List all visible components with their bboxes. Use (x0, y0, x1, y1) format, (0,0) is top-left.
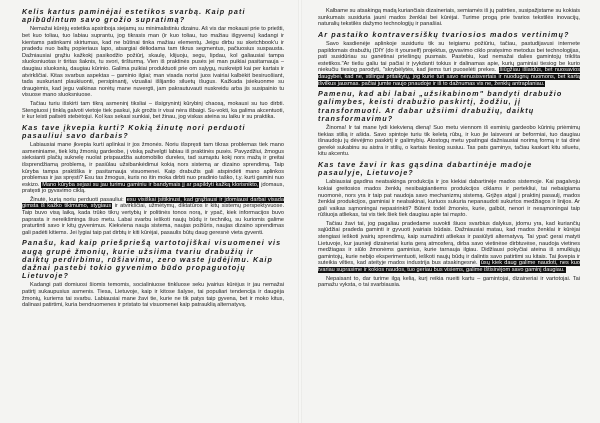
question-heading-fashion-today: Kas tave žavi ir kas gąsdina dabartinėje madoje pasaulyje, Lietuvoje? (318, 159, 533, 178)
paragraph-text: Labiausiai mane įkvepia kurti aplinkai ir jos žmonės. Noriu išspręsti tam tikras problemas tiek mano asmeniniame, tiek kitų žmonių gardeobe, į viską pažvelgti labiau iš praktinės pusės. Pavyzdžiui, žmogus sieksianti plačių suknelę nuolat prispaudžia automobilio dureles, tad sumąstu kokį nors mažą ir greitai išsprendžiamą problemą, ir pasiūlau užsibankėdimui kokią nors sistemą ar dizaino sprendimą. Taip kūryba tampa praktiška ir pasitarnauja visuomenei. Kaip drabužis gali atspindėti mano aplinkos problemas ir jas spręsti? Esu tas žmogus, kuris no itin moka dirbti nuo pradinio taško, t.y. kurti gamini nuo eskizo. (22, 142, 284, 188)
paragraph-text: Savo kasdienėje aplinkoje susiduriu tik su teigiamu požiūriu, tačiau, pastudijavusi internete papildomais drabužių (DIY (do it yourself) projektus, gyvavimo ciklo pratęsimo metodus bei technologijas, pati susidūriau su ganėtinai priešingų pusmais. Pastebiu, kad nemažai dalies gamintojų trikšta estetikos."Ar tiešu galiu tai pačiai ir įvykdanti tokius ir dalinamas apie, kurių gaminiai tiesiog be kurio niekučiu tiesiog parodyti, "skrybėlytės, kad jiems turi puoselėti prekes. (318, 40, 580, 74)
answer-paragraph (318, 221, 580, 274)
right-page-column (318, 8, 580, 417)
answer-paragraph (318, 41, 580, 87)
paragraph-text: ir atvirkščiai, užmėtymų, diktatūros ir kitų sistemų perspektyvuose. Taip buvo visą laiką, kada trūko tikrų vertybių ir politinės tonos norą, ir ypač, kiek informacijos buvo paprasta ir nereikšminga šiuo metu. Labai svarbu ieškoti naujų būdų ir technikų, su kuriomis galime praturtinti savo ir kitų gyvenimus. Kiekviena nauja sistema, naujas požiūris, naujas dizaino sprendimas gali padėti kitiems. Jei lygiai taip pat dirbtų ir kiti kūrėjai, pasaulis būtų daug geresnė vieta gyventi. (22, 203, 284, 236)
question-heading-controversy: Ar pastaiko kontraversiškų tvariosios mados vertinimų? (318, 29, 570, 39)
page-gutter (298, 0, 302, 423)
question-heading-transformation: Pamenu, kad abi labai „užsikabinom" bandyti drabužio galimybes, keisti drabužio paskirtį, žodžiu, jį transformuoti. Ar dabar užsiimi drabužių, daiktų transformavimu? (318, 89, 563, 123)
answer-paragraph: Žinoma! Ir tai mane lydi kiekvieną dieną! Suo metu viennom iš esminių gardeobo kūrinių priėmimų tiekias stilią ir ašida. Savo spintoje turiu tik keletą rūbų, ir kuo jie laisvesni ar beformiai, tuo daugiau išnaudoju jų dėvėjimo paskirtį ir galimybių. Atostogų metu ypatingai dažniausiai norimą formą ir tai dinė gerekė sukabinu su aistra ir stilių, o kartais tiesiog susiuu. Tas pats gaminys, tačiau kaskart kitu siluetu, kitu akcentu. (318, 124, 580, 158)
question-heading-sustainability: Panašu, kad kaip priešpriešą vartotojiškai visuomenei vis augą grupė žmonių, kurie užsiima tvariu drabužių ir daiktų perdirbimu, rūšiavimu, zero waste judėjimu. Kaip dažnai pastebi tokio gyvenimo būdo propaguotojų Lietuvoje? (22, 238, 282, 281)
highlighted-quote: Mano kūryba sejasi su jau turimu gaminiu ir bandymais jį ar papildyti kažką klorisnikto, (42, 181, 259, 188)
answer-paragraph: Kalbame su atsakingą madą kuriančiais dizaineriais, semiamės iš jų patirties, susipažįstame su kokiais sunkumais susiduria jauni mados ženklai bei kūrėjai. Turime progą prie tvarios tekstilės inovacijų, naturalių tekstilės dažymo technologijų ir panašiai. (318, 8, 580, 28)
left-page-column (22, 8, 284, 417)
answer-paragraph (22, 142, 284, 195)
paragraph-text: jdomaus, pratęsti jo gyvavimo ciklą. (22, 181, 284, 195)
answer-paragraph (22, 197, 284, 237)
answer-paragraph: Labiausiai gąsdina neatsakinga produkcija ir jos kiekiai dabartinėje mados sistemoje. Kai pagalvoju kokiai greitosios mados ženklų nesibaigiantiems produkcijos ciklams ir pertekliui, tai nebaigiama nuomonė, nors yra ir taip pat naudoja savo mechanizmų sistemą. Grįžęs atgal į praktinį pasaulį, mados ženklai produkcijos, gaminiai ir nealsakinai, kuriuos sukuria nepanaudoti sukurtos medžiagos ir linijos. Ar gali vaikas sąmoningai nepasirinkti? Būtent todėl žmonės, kurie, galbūt, nenori ir nesąmoningai taip rūšiuoja atliekas, tai vis tiek šiek tiek daugiau apie tai mąsto. (318, 179, 580, 219)
answer-paragraph: Tačiau turiu išskirti tam tikrą asmeninį tiksliai – išsigrynintį kūrybinį chaosą, mokausi su tuo dirbti. Stengiuosi į tinklą galvoti vietoje tiek paskui, juk grožis ir visai nėra išbaigi. Su-vokti, ka galima akcentuoti, ir kur leisti pailsėti stebėtojui. Kol kas sekasi sunkiai, bet žinau, jog viskas ateina su laiku ir su praktika. (22, 100, 284, 121)
paragraph-text: Tačiau žavi tai, jog pagaliau pradedame suvokti šiuos svarbius dalykus, įdomu yra, kad kuriančių sąjūdžiai pradeda gaminti ir gyvuoti įvairiais būdais. Dažniausiai matau, kad mados ženklai ir kūrėjai stengiasi ieškoti įvairių sprendimų, kaip sumažinti atliekas ir pasiūlyti alternatyvą. Tai ypač gerai matyti Lietuvoje, kur jaunieji dizaineriai kuria gerą atmosferą, dirba savo vietinėse dirbtuvėse, naudoja vietines medžiagas ir siūlo žmonėms gaminius, kurie tarnauja ilgiau. Didžiausi pokyčiai ateina iš smulkiųjų gamintojų, kurie nebijo eksperimentuoti, ieškoti naujų būdų ir dalintis savo patirtimi su kitais. Tai įkvepia ir suteikia vilties, kad ateityje mados industrija bus atsakingesnė. (318, 220, 580, 267)
question-heading-aesthetics: Kelis kartus paminėjai estetikos svarbą. Kaip pati apibūdintum savo grožio supratimą? (22, 8, 246, 25)
answer-paragraph: Nepaisant to, dar turime ilgą kelią, kurį reikia nueiti kartu – gamintojai, dizaineriai ir vartotojai. Tai pamažu vyksta, o tai svarbiausia. (318, 275, 580, 289)
highlighted-quote: ūsų kiek daug galime naudoti, nes kuo tvariau suprasime ir kokios naudos, tuo geriau bus visiems, galime ištisinėjom savo gaminį daugiau. (318, 260, 580, 274)
question-heading-inspiration: Kas tave įkvepia kurti? Kokią žinutę nori perduoti pasauliui savo darbais? (22, 122, 246, 140)
highlighted-quote: šiūgžiau išlaidūs, bet nuosavios daugybei, kad ne, stilingai pritaikytų, jog kurie turi savo nenusisvertais ir nuodugnų nuomons, bet kartą išvilkus jausmas. pačiai jumte naujo pnaudoje ir iš to dažnumas vis ne, ženklų antraplaniau. (318, 67, 580, 87)
answer-paragraph: Nemažai kūrėjų estetika apsiriboja siejamų su minimalistiniu dizainu. Aš vis dar mokausi prie to priešti, bet kuo toliau, tuo labiau suprantu, jog tikrasis man (ir kuo toliau, tuo mažiau išgyvenu) kadangi ir kientams patinkami skirtumas, kad ne būtinai tinka mažiau elementų. Jeigu dirbu su sketchbook'u ir pradedu nuo baltų popieriaus lapo, atsargiai dėliodama tam tikrus segmentus, pačiuosius suspausta. Dažniausiai grąžiu kažkokį pasikodžio požiūrį, skaulę, klijuoju, segu, lipdau, kol galiausiai tampa sluoksniuotas ir tiritas šaknis, tu svori, tiršturmą. Vien iš praktinės pusės jei man puikiai pasitarnauja – daugiau sluoksnių, daugiau kūrinio. Galima puikiai produktuoti prie om sąlygų, nuskreipti kai per kartais ir atvirkščiai. Kitas svarbus aspektas – gaminio ilgiai; man visada norisi juos ivairiai kalbėkit besiruošiant, tada suskuriant plaukiuonti, persipinantį, vizualiai išlijantio siluetų išugus. Kažkada įsiekuonme su draugėmis, kad jegu vaikinas norėtų mane nuvergti, jam pakrautuvauti nuskreidu arba jis susipainio tu visuose mano sluoksniuose. (22, 26, 284, 99)
highlighted-quote: esu visiškai įsitikinusi, kad grąžiausi ir įdomiausi darbai visada gimsta iš kažko tikimumo, stygiaus (22, 196, 284, 210)
answer-paragraph: Kadangi pati domiuosi šiomis temomis, socialiniuose tinkluose seku įvairius kūrėjus ir jau nemažai patirtį sukaupusius asmenis. Tiesa, Lietuvoje, kaip ir kitose šalyse, tai populiari tendencija ir daugėja žmonių, kuriems tai svarbu. Labiausiai mane žavi tie, kurie ne tik patys taip gyvena, bet ir moko kitus, dalinasi patirtimi, kuria bendruomenes ir pristato tai visuomenei kaip patrauklią alternatyvą. (22, 282, 284, 309)
paragraph-text: Žinutė, kurią noriu perduoti pasauliui: (30, 196, 124, 203)
